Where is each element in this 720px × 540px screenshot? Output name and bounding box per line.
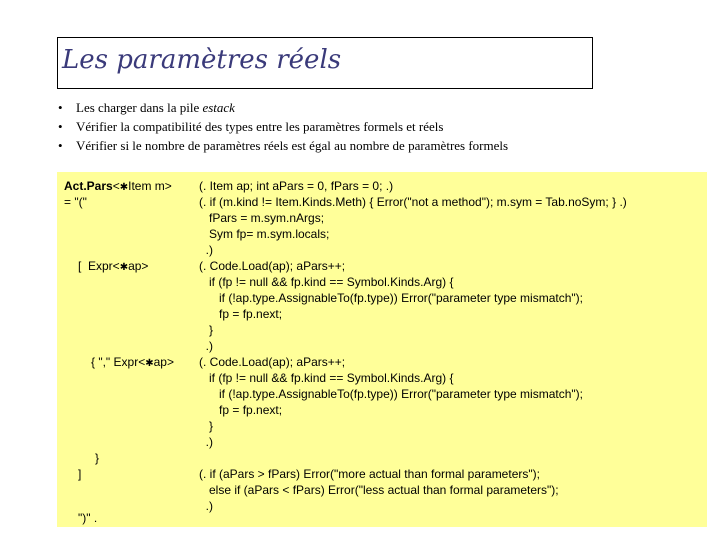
grammar-text: [ Expr< [78,259,120,273]
title-box [57,37,593,89]
bullet-marker: • [58,100,63,115]
action-line: .) [199,499,213,513]
action-line: Sym fp= m.sym.locals; [199,227,330,241]
grammar-text: { "," Expr< [91,355,146,369]
action-line: else if (aPars < fPars) Error("less actual than formal parameters"); [199,483,559,497]
action-line: (. if (aPars > fPars) Error("more actual than formal parameters"); [199,467,540,481]
bullet-text: Vérifier la compatibilité des types entre les paramètres formels et réels [76,119,444,134]
bullet-item [58,117,508,136]
action-line: fPars = m.sym.nArgs; [199,211,325,225]
bullet-item [58,98,508,117]
bullet-emphasis: estack [202,100,235,115]
action-line: (. if (m.kind != Item.Kinds.Meth) { Error("not a method"); m.sym = Tab.noSym; } .) [199,195,627,209]
action-line: .) [199,339,213,353]
code-panel [57,172,707,527]
grammar-line-4 [91,354,174,372]
action-line: fp = fp.next; [199,403,283,417]
grammar-line-7: ")" . [78,511,98,525]
grammar-line-2: = "(" [64,195,87,209]
grammar-text: ap> [153,355,174,369]
bullet-text: Vérifier si le nombre de paramètres réels est égal au nombre de paramètres formels [76,138,509,153]
action-line: (. Code.Load(ap); aPars++; [199,259,346,273]
action-line: if (!ap.type.AssignableTo(fp.type)) Error("parameter type mismatch"); [199,291,583,305]
star-icon: ✱ [119,262,129,273]
action-line: if (fp != null && fp.kind == Symbol.Kinds.Arg) { [199,371,454,385]
star-icon: ✱ [145,358,154,369]
bullet-item [58,136,508,155]
star-icon: ✱ [119,182,129,193]
action-line: .) [199,435,213,449]
grammar-line-3 [78,258,148,276]
bullet-marker: • [58,119,63,134]
action-line: } [199,419,214,433]
grammar-line-6: ] [78,467,82,481]
action-line: (. Code.Load(ap); aPars++; [199,355,346,369]
action-line: .) [199,243,213,257]
action-line: if (fp != null && fp.kind == Symbol.Kinds.Arg) { [199,275,454,289]
grammar-attr: Item m> [128,179,172,193]
action-line: fp = fp.next; [199,307,283,321]
grammar-line-5: } [95,451,100,465]
grammar-text: ap> [128,259,149,273]
grammar-line-1: Act.Pars<✱Item m> [64,179,172,193]
bullet-text: Les charger dans la pile [76,100,203,115]
bullet-marker: • [58,138,63,153]
action-line: } [199,323,214,337]
rule-name: Act.Pars [64,179,113,193]
action-line: if (!ap.type.AssignableTo(fp.type)) Error("parameter type mismatch"); [199,387,583,401]
action-line: (. Item ap; int aPars = 0, fPars = 0; .) [199,179,394,193]
slide-title: Les paramètres réels [62,45,342,75]
bullet-list [58,98,508,155]
